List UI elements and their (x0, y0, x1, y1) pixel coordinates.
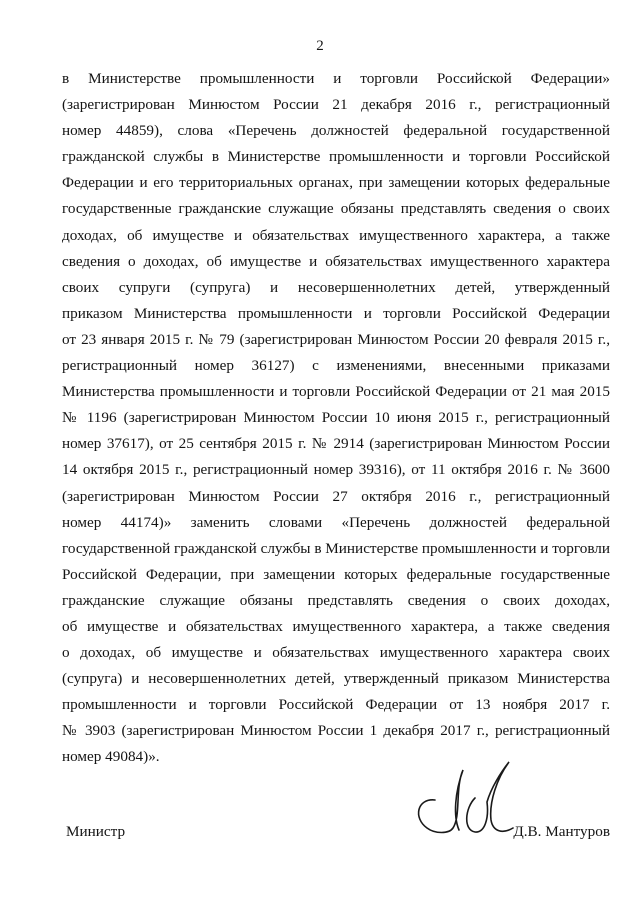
text-line: государственной гражданской службы в Министерстве промышленности и торговли (62, 539, 610, 557)
text-line: Российской Федерации, при замещении которых федеральные государственные (62, 565, 610, 583)
text-line: Министерства промышленности и торговли Российской Федерации от 21 мая 2015 (62, 383, 610, 401)
signatory-name: Д.В. Мантуров (513, 823, 610, 840)
text-line: (супруга) и несовершеннолетних детей, утвержденный приказом Министерства (62, 670, 610, 688)
body-text (62, 66, 610, 771)
text-line: (зарегистрирован Минюстом России 27 октября 2016 г., регистрационный (62, 487, 610, 505)
text-line: от 23 января 2015 г. № 79 (зарегистрирован Минюстом России 20 февраля 2015 г., (62, 330, 610, 348)
text-line: регистрационный номер 36127) с изменениями, внесенными приказами (62, 357, 610, 375)
text-line: государственные гражданские служащие обязаны представлять сведения о своих (62, 200, 610, 218)
text-line: Федерации и его территориальных органах, при замещении которых федеральные (62, 174, 610, 192)
text-line: номер 37617), от 25 сентября 2015 г. № 2914 (зарегистрирован Минюстом России (62, 435, 610, 453)
text-line: об имуществе и обязательствах имущественного характера, а также сведения (62, 617, 610, 635)
text-line: в Министерстве промышленности и торговли Российской Федерации» (62, 70, 610, 87)
text-line: сведения о доходах, об имуществе и обязательствах имущественного характера (62, 252, 610, 270)
text-line: гражданские служащие обязаны представлять сведения о своих доходах, (62, 591, 610, 609)
text-line: номер 44859), слова «Перечень должностей федеральной государственной (62, 122, 610, 140)
text-line: промышленности и торговли Российской Федерации от 13 ноября 2017 г. (62, 696, 610, 714)
text-line: своих супруги (супруга) и несовершеннолетних детей, утвержденный (62, 278, 610, 296)
text-line: (зарегистрирован Минюстом России 21 декабря 2016 г., регистрационный (62, 96, 610, 114)
page-number: 2 (316, 38, 324, 54)
signatory-title: Министр (66, 823, 126, 840)
signature-block (62, 815, 610, 845)
text-line: гражданской службы в Министерстве промышленности и торговли Российской (62, 148, 610, 166)
text-line: о доходах, об имуществе и обязательствах имущественного характера своих (62, 644, 610, 662)
text-line: приказом Министерства промышленности и торговли Российской Федерации (62, 304, 610, 322)
text-line: доходах, об имуществе и обязательствах имущественного характера, а также (62, 226, 610, 244)
text-line: 14 октября 2015 г., регистрационный номер 39316), от 11 октября 2016 г. № 3600 (62, 461, 610, 479)
text-line: № 1196 (зарегистрирован Минюстом России 10 июня 2015 г., регистрационный (62, 409, 610, 427)
text-line-last: номер 49084)». (62, 748, 160, 766)
text-line: № 3903 (зарегистрирован Минюстом России 1 декабря 2017 г., регистрационный (62, 722, 610, 740)
text-line: номер 44174)» заменить словами «Перечень должностей федеральной (62, 513, 610, 531)
